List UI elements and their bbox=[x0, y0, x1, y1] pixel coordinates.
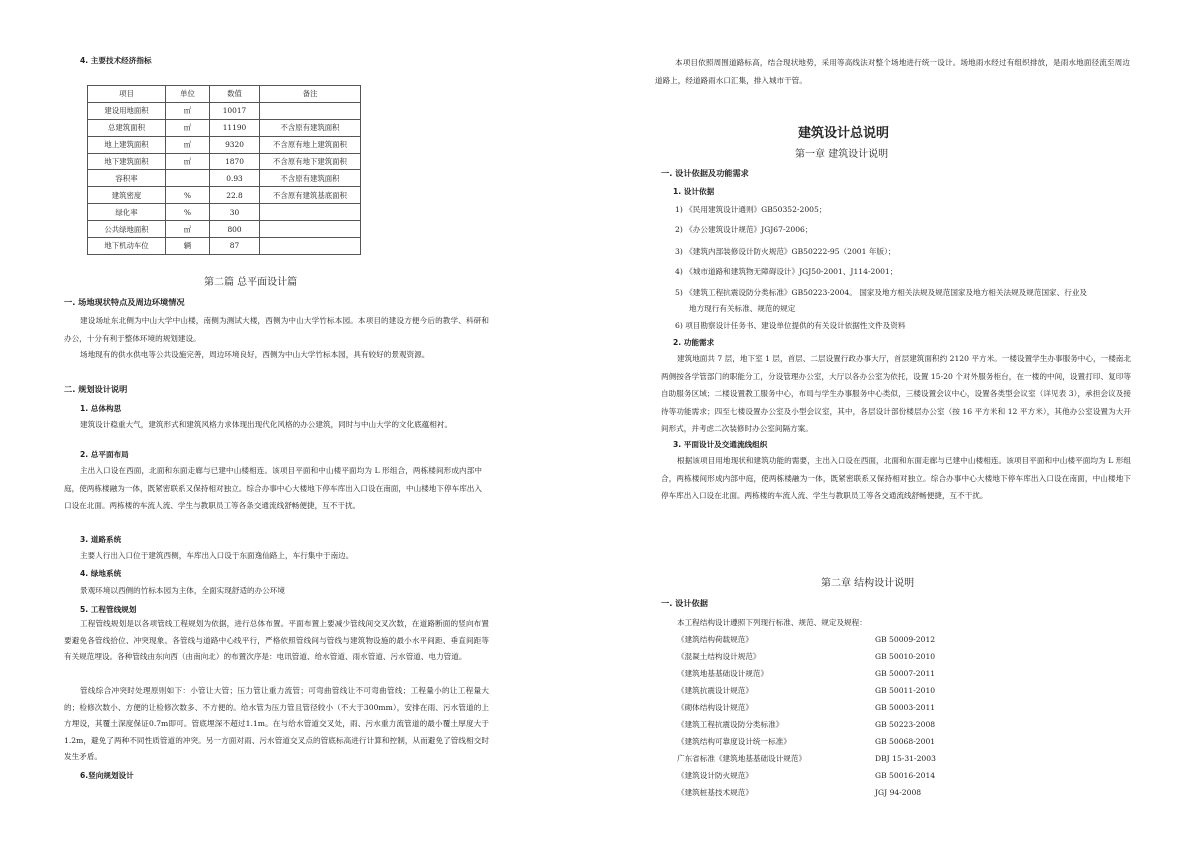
main-title: 建筑设计总说明 bbox=[798, 126, 890, 141]
section-heading: 二. 规划设计说明 bbox=[64, 384, 128, 394]
code-number: GB 50068-2001 bbox=[875, 737, 936, 746]
code-name: 《建筑桩基技术规范》 bbox=[677, 788, 753, 797]
table-row bbox=[88, 170, 361, 187]
table-cell: % bbox=[166, 204, 210, 221]
subsection-heading: 3. 平面设计及交通流线组织 bbox=[673, 440, 768, 449]
table-cell: 9320 bbox=[210, 136, 260, 153]
table-header-cell: 单位 bbox=[166, 86, 210, 103]
table-cell: 建设用地面积 bbox=[88, 102, 166, 119]
list-item: 4) 《城市道路和建筑物无障碍设计》JGJ50-2001、J114-2001； bbox=[675, 267, 898, 276]
code-number: GB 50223-2008 bbox=[875, 720, 936, 729]
table-row bbox=[88, 238, 361, 255]
subsection-heading: 2. 总平面布局 bbox=[80, 450, 129, 459]
left-column bbox=[58, 0, 498, 842]
paragraph: 主要人行出入口位于建筑西侧，车库出入口设于东面逸仙路上，车行集中于南边。 bbox=[80, 551, 354, 560]
table-cell: 绿化率 bbox=[88, 204, 166, 221]
list-item-continued: 地方现行有关标准、规范的规定 bbox=[689, 304, 796, 313]
table-cell: 建筑密度 bbox=[88, 187, 166, 204]
chapter-title: 第二章 结构设计说明 bbox=[821, 578, 915, 589]
table-cell: 地上建筑面积 bbox=[88, 136, 166, 153]
table-row bbox=[88, 187, 361, 204]
table-cell: 11190 bbox=[210, 119, 260, 136]
table-row bbox=[88, 153, 361, 170]
table-cell: 1870 bbox=[210, 153, 260, 170]
table-cell bbox=[260, 204, 361, 221]
code-number: GB 50010-2010 bbox=[875, 652, 936, 661]
paragraph: 建筑设计稳重大气，建筑形式和建筑风格力求体现出现代化风格的办公建筑，同时与中山大学的文化底蕴相衬。 bbox=[80, 420, 453, 429]
table-cell: ㎡ bbox=[166, 119, 210, 136]
paragraph: 建设场址东北侧为中山大学中山楼，南侧为测试大楼，西侧为中山大学竹标本园。本项目的建设方便今后的教学、科研和办公，十分有利于整体环境的规划建设。 bbox=[64, 316, 489, 343]
list-item: 2) 《办公建筑设计规范》JGJ67-2006； bbox=[675, 225, 813, 234]
table-row bbox=[88, 221, 361, 238]
code-number: GB 50011-2010 bbox=[875, 686, 936, 695]
code-number: JGJ 94-2008 bbox=[875, 788, 922, 797]
section-title-indicators: 4. 主要技术经济指标 bbox=[80, 56, 152, 65]
paragraph: 本项目依照周围道路标高，结合现状地势，采用等高线法对整个场地进行统一设计。场地雨水经过有组织排放，是雨水地面径流至周边道路上，经道路雨水口汇集，排入城市干管。 bbox=[655, 58, 1130, 85]
table-cell: % bbox=[166, 187, 210, 204]
section-heading: 一. 场地现状特点及周边环境情况 bbox=[64, 297, 185, 307]
paragraph: 场地现有的供水供电等公共设施完善，周边环境良好，西侧为中山大学竹标本园，具有较好的景观资源。 bbox=[80, 350, 430, 359]
table-row bbox=[88, 119, 361, 136]
subsection-heading: 2. 功能需求 bbox=[673, 338, 715, 347]
subsection-heading: 1. 总体构思 bbox=[80, 404, 122, 413]
table-cell: 辆 bbox=[166, 238, 210, 255]
table-cell: 0.93 bbox=[210, 170, 260, 187]
table-cell: 地下机动车位 bbox=[88, 238, 166, 255]
table-cell: ㎡ bbox=[166, 221, 210, 238]
code-number: GB 50003-2011 bbox=[875, 703, 936, 712]
table-cell: 不含原有建筑面积 bbox=[260, 170, 361, 187]
table-cell: 800 bbox=[210, 221, 260, 238]
subsection-heading: 5. 工程管线规划 bbox=[80, 605, 137, 614]
table-cell: ㎡ bbox=[166, 102, 210, 119]
table-cell: 地下建筑面积 bbox=[88, 153, 166, 170]
table-cell: 30 bbox=[210, 204, 260, 221]
table-cell: 容积率 bbox=[88, 170, 166, 187]
table-cell: 不含原有建筑面积 bbox=[260, 119, 361, 136]
subsection-heading: 3. 道路系统 bbox=[80, 535, 122, 544]
code-name: 《建筑抗震设计规范》 bbox=[677, 686, 753, 695]
section-heading: 一. 设计依据及功能需求 bbox=[661, 168, 749, 178]
table-cell bbox=[260, 221, 361, 238]
table-cell: 不含原有地下建筑面积 bbox=[260, 153, 361, 170]
table-cell bbox=[166, 170, 210, 187]
right-column bbox=[655, 0, 1140, 842]
code-name: 广东省标准《建筑地基基础设计规范》 bbox=[677, 754, 807, 763]
paragraph: 管线综合冲突时处理原则如下：小管让大管；压力管让重力流管；可弯曲管线让不可弯曲管线；工程量小的让工程量大的；检修次数小、方便的让检修次数多、不方便的。给水管为压力管且管径较小（不大于300mm），安排在雨、污水管道的上方埋设，其覆土深度保证0.7m即可。管底埋深不超过1.1m。在与给水管道交叉处，雨、污水重力流管道的最小覆土厚度大于1.2m，避免了两种不同性质管道的冲突。另一方面对雨、污水管道交叉点的管底标高进行计算和控制，从而避免了管线相交时发生矛盾。 bbox=[64, 686, 489, 761]
part-title: 第二篇 总平面设计篇 bbox=[204, 277, 298, 288]
chapter-title: 第一章 建筑设计说明 bbox=[795, 149, 889, 160]
list-item: 5) 《建筑工程抗震设防分类标准》GB50223-2004。 国家及地方相关法规及规范国家及地方相关法规及规范国家、行业及 bbox=[675, 288, 1088, 297]
paragraph: 本工程结构设计遵照下列现行标准、规范、规定及规程： bbox=[677, 618, 867, 627]
table-cell: 10017 bbox=[210, 102, 260, 119]
table-cell: 公共绿地面积 bbox=[88, 221, 166, 238]
section-heading: 一. 设计依据 bbox=[661, 598, 708, 608]
table-cell bbox=[260, 102, 361, 119]
code-name: 《砌体结构设计规范》 bbox=[677, 703, 753, 712]
list-item: 6) 项目勘察设计任务书、建设单位提供的有关设计依据性文件及资料 bbox=[675, 321, 906, 330]
paragraph: 景观环境以西侧的竹标本园为主体，全面实现舒适的办公环境 bbox=[80, 586, 286, 595]
code-number: DBJ 15-31-2003 bbox=[875, 754, 936, 763]
table-cell: 不含原有建筑基底面积 bbox=[260, 187, 361, 204]
table-cell: 总建筑面积 bbox=[88, 119, 166, 136]
paragraph: 主出入口设在西面，北面和东面走廊与已建中山楼相连。该项目平面和中山楼平面均为 L 形组合，两栋楼间形成内部中庭，使两栋楼融为一体，既紧密联系又保持相对独立。综合办事中心大楼地下停车库出入口设在南面，中山楼地下停车库出入口设在北面。两栋楼的车流人流、学生与教职员工等各条交通流线舒畅便捷，互不干扰。 bbox=[64, 466, 482, 510]
indicators-table bbox=[87, 85, 361, 255]
subsection-heading: 1. 设计依据 bbox=[673, 187, 715, 196]
code-name: 《建筑结构荷载规范》 bbox=[677, 635, 753, 644]
paragraph: 根据该项目用地现状和建筑功能的需要，主出入口设在西面，北面和东面走廊与已建中山楼相连。该项目平面和中山楼平面均为 L 形组合，两栋楼间形成内部中庭，使两栋楼融为一体，既紧密联系又保持相对独立。综合办事中心大楼地下停车库出入口设在南面，中山楼地下停车库出入口设在北面。两栋楼的车流人流、学生与教职员工等各交通流线舒畅便捷，互不干扰。 bbox=[661, 456, 1131, 500]
code-name: 《建筑设计防火规范》 bbox=[677, 771, 753, 780]
subsection-heading: 4. 绿地系统 bbox=[80, 569, 122, 578]
table-cell: 22.8 bbox=[210, 187, 260, 204]
table-header-cell: 数值 bbox=[210, 86, 260, 103]
table-cell: ㎡ bbox=[166, 136, 210, 153]
code-name: 《建筑工程抗震设防分类标准》 bbox=[677, 720, 784, 729]
table-header-cell: 项目 bbox=[88, 86, 166, 103]
code-number: GB 50009-2012 bbox=[875, 635, 936, 644]
code-name: 《建筑地基基础设计规范》 bbox=[677, 669, 769, 678]
code-number: GB 50016-2014 bbox=[875, 771, 936, 780]
code-name: 《混凝土结构设计规范》 bbox=[677, 652, 761, 661]
table-header-row bbox=[88, 86, 361, 103]
table-cell bbox=[260, 238, 361, 255]
table-header-cell: 备注 bbox=[260, 86, 361, 103]
table-cell: ㎡ bbox=[166, 153, 210, 170]
list-item: 3) 《建筑内部装修设计防火规范》GB50222-95（2001 年版）； bbox=[675, 247, 896, 256]
list-item: 1) 《民用建筑设计通则》GB50352-2005； bbox=[675, 205, 827, 214]
subsection-heading: 6.竖向规划设计 bbox=[80, 771, 134, 780]
table-cell: 87 bbox=[210, 238, 260, 255]
code-number: GB 50007-2011 bbox=[875, 669, 936, 678]
code-name: 《建筑结构可靠度设计统一标准》 bbox=[677, 737, 791, 746]
paragraph: 工程管线规划是以各项管线工程规划为依据，进行总体布置。平面布置上要减少管线间交叉次数，在道路断面的竖向布置要避免各管线拾位、冲突现象。各管线与道路中心线平行，严格依照管线间与管线与建筑物设施的最小水平间距、垂直间距等有关规范埋设。各种管线由东向西（由南向北）的布置次序是：电讯管道、给水管道、雨水管道、污水管道、电力管道。 bbox=[64, 619, 489, 661]
table-cell: 不含原有地上建筑面积 bbox=[260, 136, 361, 153]
table-row bbox=[88, 136, 361, 153]
table-row bbox=[88, 204, 361, 221]
table-row bbox=[88, 102, 361, 119]
paragraph: 建筑地面共 7 层，地下室 1 层，首层、二层设置行政办事大厅，首层建筑面积约 2120 平方米。一楼设置学生办事服务中心，一楼南北两侧按各学管部门的职能分工，分设管理办公室，大厅以各办公室为依托，设置 15-20 个对外服务柜台，在一楼的中间，设置打印、复印等自助服务区域；二楼设置教工服务中心，布局与学生办事服务中心类似，三楼设置会议中心，设置各类型会议室（详见表 3），承担会议及接待等功能需求；四至七楼设置办公室及小型会议室，其中，各层设计部份楼层办公室（按 16 平方米和 12 平方米），其他办公室设置为大开间形式，并考虑二次装修时办公室间隔方案。 bbox=[661, 354, 1131, 433]
